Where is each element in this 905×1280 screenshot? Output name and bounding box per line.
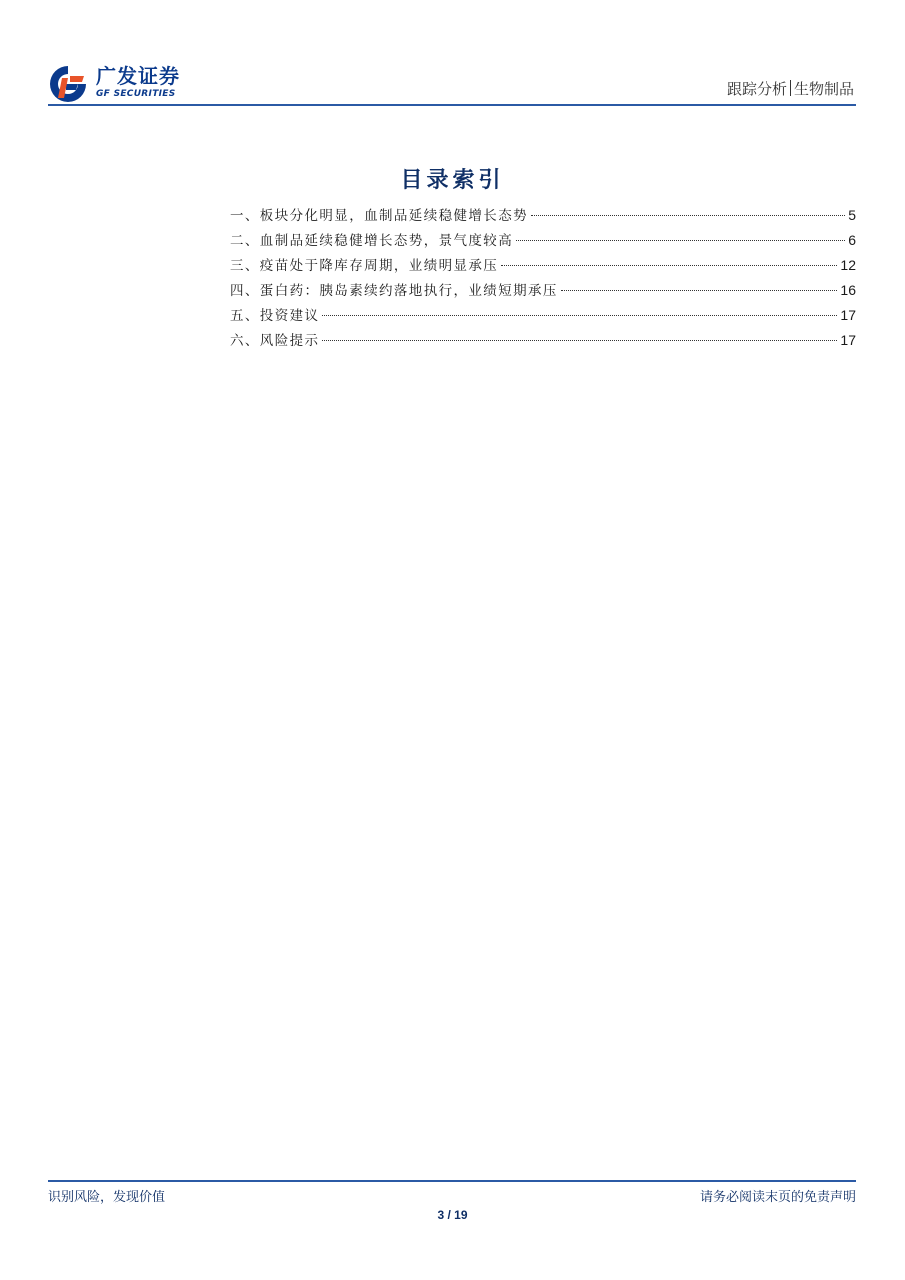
logo-english-name: GF SECURITIES <box>96 89 176 99</box>
page-total: 19 <box>454 1208 468 1222</box>
gf-logo-icon <box>48 64 88 104</box>
toc-entry-page: 6 <box>848 232 856 248</box>
page-separator: / <box>447 1208 451 1222</box>
toc-dot-leader <box>531 215 845 216</box>
page-number <box>0 1208 905 1222</box>
toc-dot-leader <box>322 315 837 316</box>
toc-dot-leader <box>322 340 837 341</box>
toc-title: 目录索引 <box>400 167 505 193</box>
toc-entry[interactable] <box>230 203 856 228</box>
toc-entry-text: 六、风险提示 <box>230 333 320 349</box>
logo-chinese-name: 广发证券 <box>96 64 180 88</box>
header-divider <box>790 80 791 96</box>
toc-entry-text: 二、血制品延续稳健增长态势，景气度较高 <box>230 233 514 249</box>
toc-entry-page: 17 <box>840 307 856 323</box>
toc-entry-text: 四、蛋白药：胰岛素续约落地执行，业绩短期承压 <box>230 283 558 299</box>
toc-dot-leader <box>501 265 837 266</box>
footer-disclaimer-note: 请务必阅读末页的免责声明 <box>699 1190 856 1205</box>
toc-entry[interactable] <box>230 253 856 278</box>
toc-entry-page: 12 <box>840 257 856 273</box>
toc-entry-page: 5 <box>848 207 856 223</box>
toc-entry-page: 16 <box>840 282 856 298</box>
page-current: 3 <box>437 1208 445 1222</box>
gf-securities-logo <box>48 64 208 104</box>
industry-name: 生物制品 <box>793 80 854 98</box>
toc-entry[interactable] <box>230 303 856 328</box>
header-rule <box>48 104 856 106</box>
table-of-contents <box>230 203 856 353</box>
toc-entry-text: 一、板块分化明显，血制品延续稳健增长态势 <box>230 208 528 224</box>
footer-rule <box>48 1180 856 1182</box>
toc-entry-text: 三、疫苗处于降库存周期，业绩明显承压 <box>230 258 499 274</box>
toc-entry-text: 五、投资建议 <box>230 308 320 324</box>
page-header <box>48 58 856 106</box>
report-type: 跟踪分析 <box>726 80 787 98</box>
toc-dot-leader <box>561 290 838 291</box>
toc-entry-page: 17 <box>840 332 856 348</box>
toc-entry[interactable] <box>230 328 856 353</box>
toc-dot-leader <box>516 240 845 241</box>
toc-entry[interactable] <box>230 228 856 253</box>
report-category <box>727 78 854 99</box>
toc-entry[interactable] <box>230 278 856 303</box>
footer-slogan: 识别风险，发现价值 <box>48 1190 166 1205</box>
